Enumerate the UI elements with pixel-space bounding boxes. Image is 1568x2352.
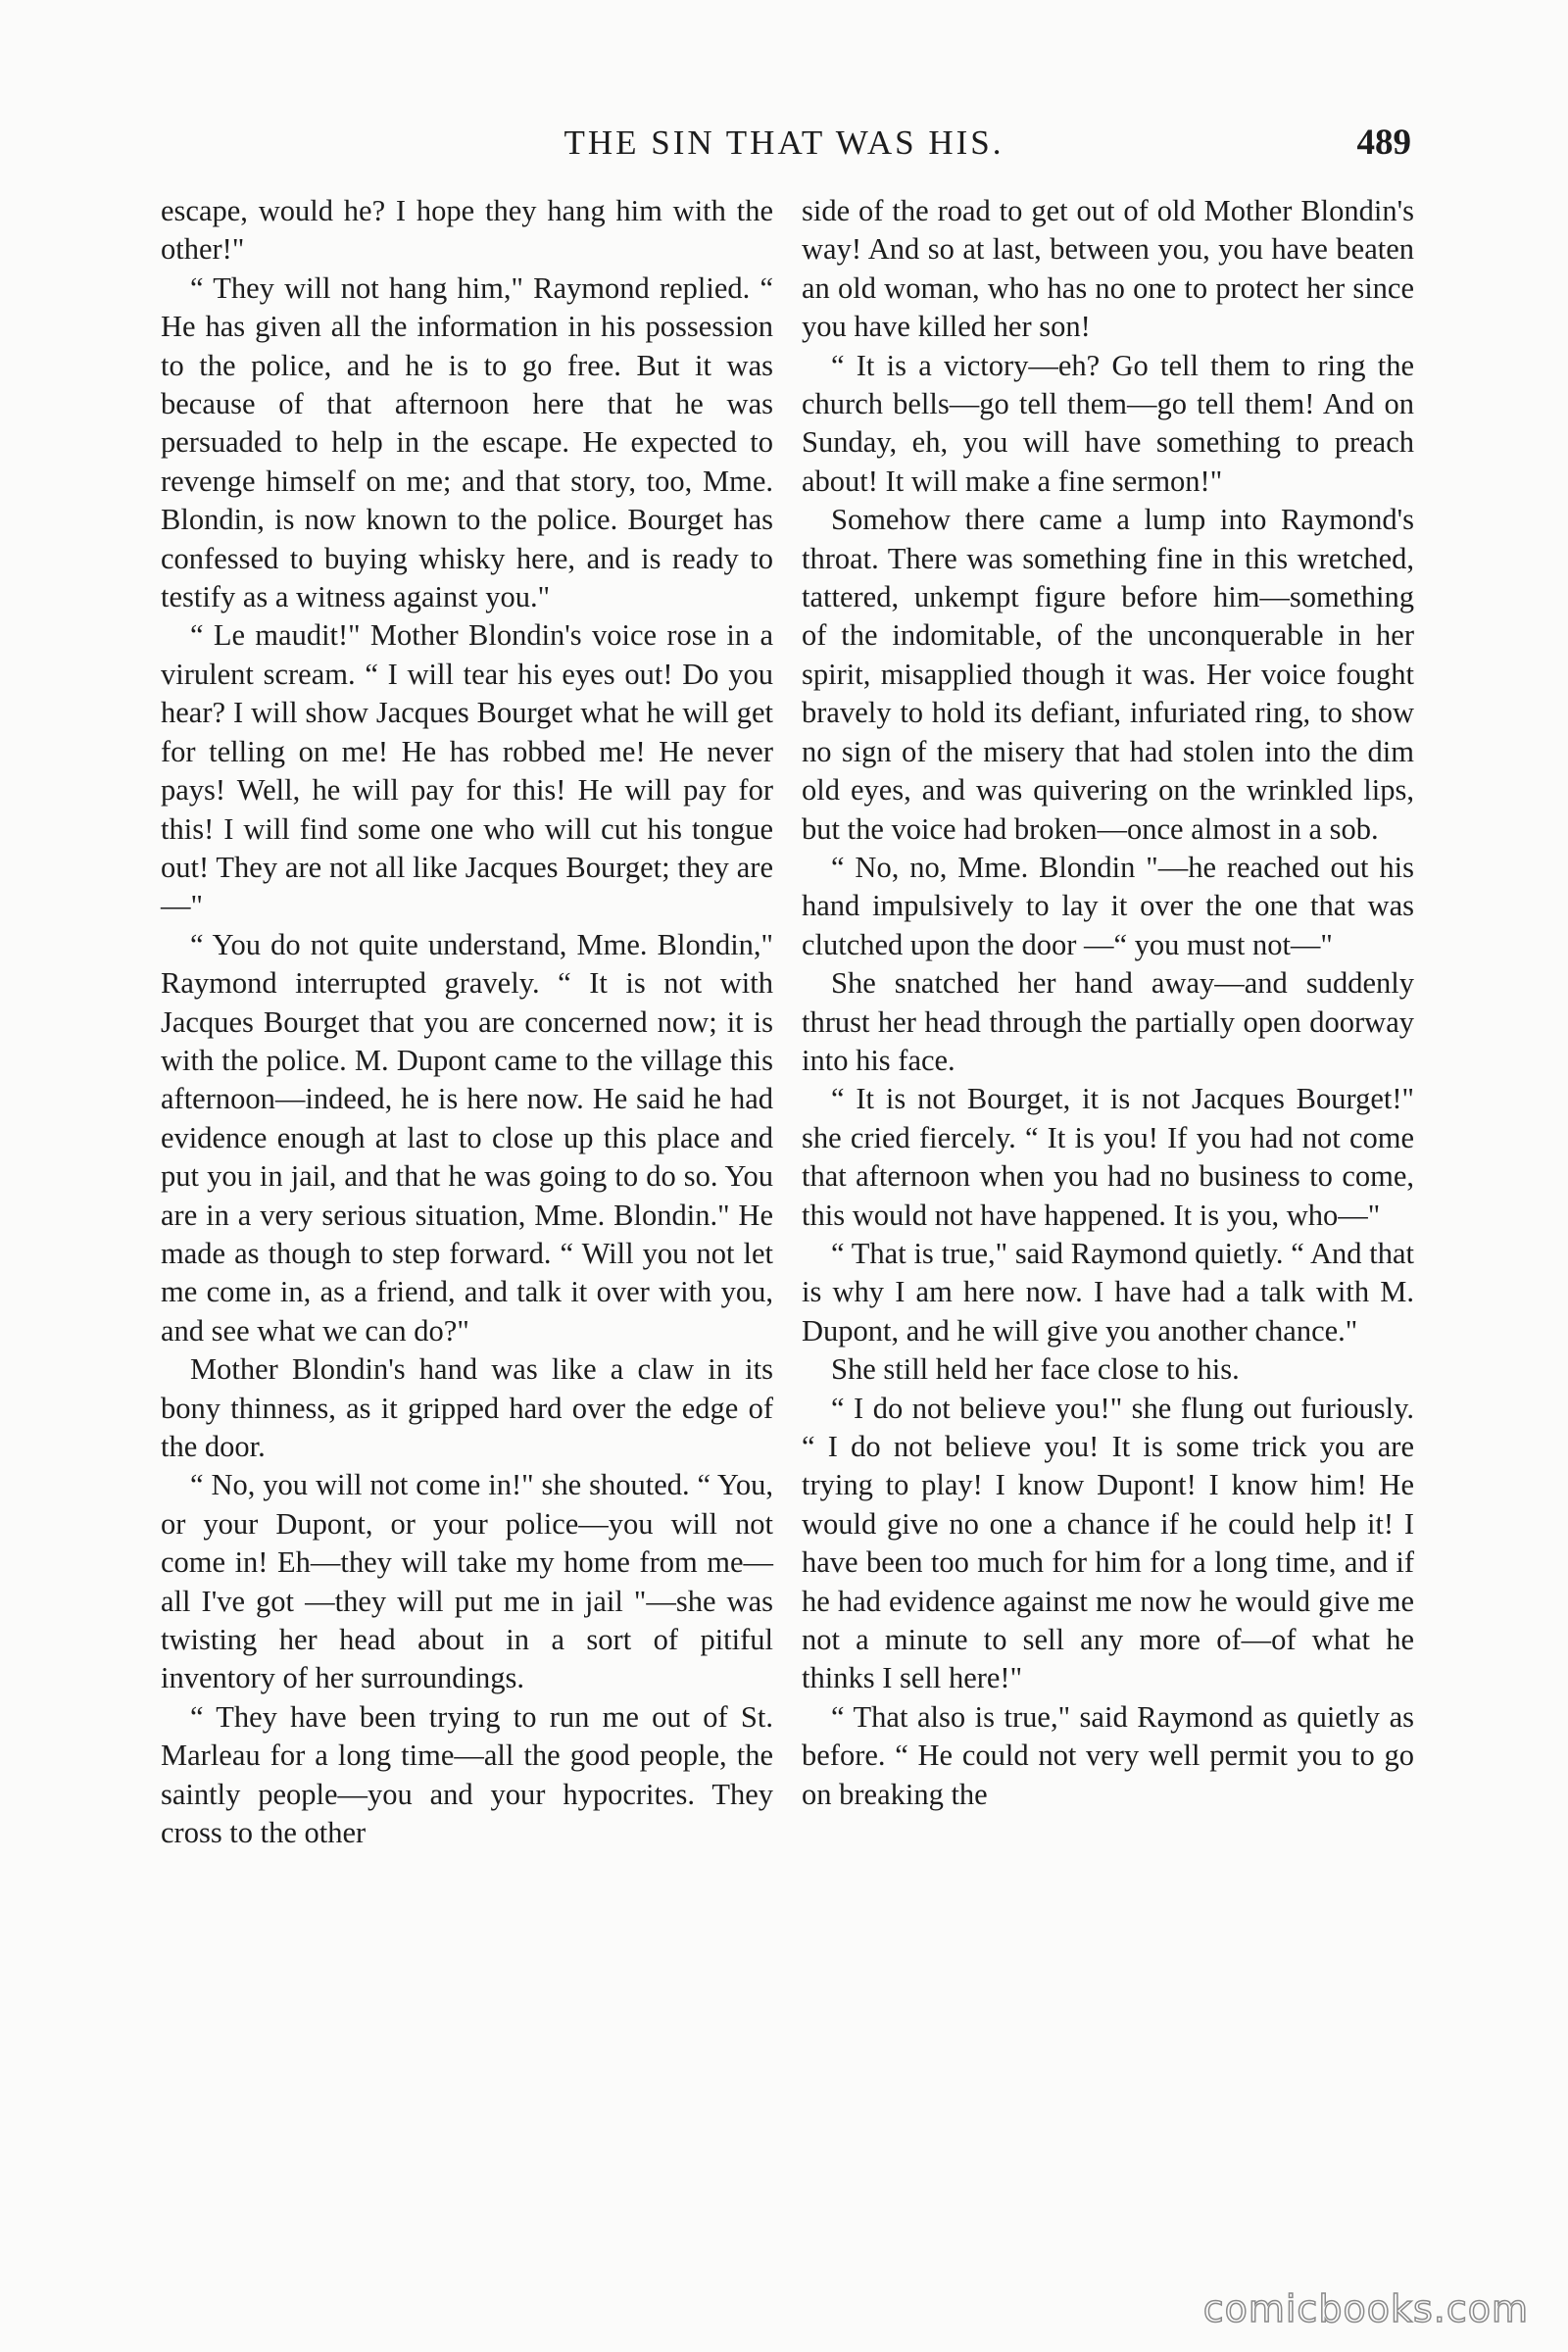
- paragraph: “ It is a victory—eh? Go tell them to ring the church bells—go tell them—go tell them! And on Sunday, eh, you will have something to preach about! It will make a fine sermon!": [802, 348, 1414, 498]
- paragraph: “ It is not Bourget, it is not Jacques Bourget!" she cried fiercely. “ It is you! If you had not come that afternoon when you had no business to come, this would not have happened. It is you, who—": [802, 1082, 1414, 1232]
- paragraph: She still held her face close to his.: [831, 1352, 1240, 1387]
- paragraph: side of the road to get out of old Mother Blondin's way! And so at last, between you, you have beaten an old woman, who has no one to protect her since you have killed her son!: [802, 194, 1414, 344]
- watermark-logo: comicbooks.com: [1202, 2287, 1529, 2330]
- left-text-column: [161, 192, 773, 1852]
- paragraph: “ You do not quite understand, Mme. Blondin," Raymond interrupted gravely. “ It is not with Jacques Bourget that you are concerned now; it is with the police. M. Dupont came to the village this afternoon—indeed, he is here now. He said he had evidence enough at last to close up this place and put you in jail, and that he was going to do so. You are in a very serious situation, Mme. Blondin." He made as though to step forward. “ Will you not let me come in, as a friend, and talk it over with you, and see what we can do?": [161, 927, 773, 1348]
- paragraph: “ No, no, Mme. Blondin "—he reached out his hand impulsively to lay it over the one that was clutched upon the door —“ you must not—": [802, 850, 1414, 961]
- running-title: THE SIN THAT WAS HIS.: [564, 123, 1004, 162]
- running-head: [157, 120, 1411, 169]
- paragraph: “ I do not believe you!" she flung out furiously. “ I do not believe you! It is some trick you are trying to play! I know Dupont! I know him! He would give no one a chance if he could help it! I have been too much for him for a long time, and if he had evidence against me now he would give me not a minute to sell any more of—of what he thinks I sell here!": [802, 1391, 1414, 1695]
- right-text-column: [802, 192, 1414, 1814]
- paragraph: “ That also is true," said Raymond as quietly as before. “ He could not very well permit you to go on breaking the: [802, 1699, 1414, 1811]
- paragraph: “ No, you will not come in!" she shouted. “ You, or your Dupont, or your police—you will not come in! Eh—they will take my home from me—all I've got —they will put me in jail "—she was twisting her head about in a sort of pitiful inventory of her surroundings.: [161, 1468, 773, 1695]
- paragraph: Mother Blondin's hand was like a claw in its bony thinness, as it gripped hard over the edge of the door.: [161, 1352, 773, 1463]
- paragraph: “ They have been trying to run me out of St. Marleau for a long time—all the good people, the saintly people—you and your hypocrites. They cross to the other: [161, 1699, 773, 1850]
- paragraph: “ That is true," said Raymond quietly. “ And that is why I am here now. I have had a talk with M. Dupont, and he will give you another chance.": [802, 1236, 1414, 1348]
- paragraph: Somehow there came a lump into Raymond's throat. There was something fine in this wretched, tattered, unkempt figure before him—something of the indomitable, of the unconquerable in her spirit, misapplied though it was. Her voice fought bravely to hold its defiant, infuriated ring, to show no sign of the misery that had stolen into the dim old eyes, and was quivering on the wrinkled lips, but the voice had broken—once almost in a sob.: [802, 503, 1414, 846]
- paragraph: She snatched her hand away—and suddenly thrust her head through the partially open doorway into his face.: [802, 966, 1414, 1077]
- paragraph: “ They will not hang him," Raymond replied. “ He has given all the information in his possession to the police, and he is to go free. But it was because of that afternoon here that he was persuaded to help in the escape. He expected to revenge himself on me; and that story, too, Mme. Blondin, is now known to the police. Bourget has confessed to buying whisky here, and is ready to testify as a witness against you.": [161, 270, 773, 614]
- paragraph: escape, would he? I hope they hang him with the other!": [161, 194, 773, 267]
- page-number: 489: [1356, 122, 1411, 163]
- paragraph: “ Le maudit!" Mother Blondin's voice rose in a virulent scream. “ I will tear his eyes out! Do you hear? I will show Jacques Bourget what he will get for telling on me! He has robbed me! He never pays! Well, he will pay for this! He will pay for this! I will find some one who will cut his tongue out! They are not all like Jacques Bourget; they are—": [161, 618, 773, 923]
